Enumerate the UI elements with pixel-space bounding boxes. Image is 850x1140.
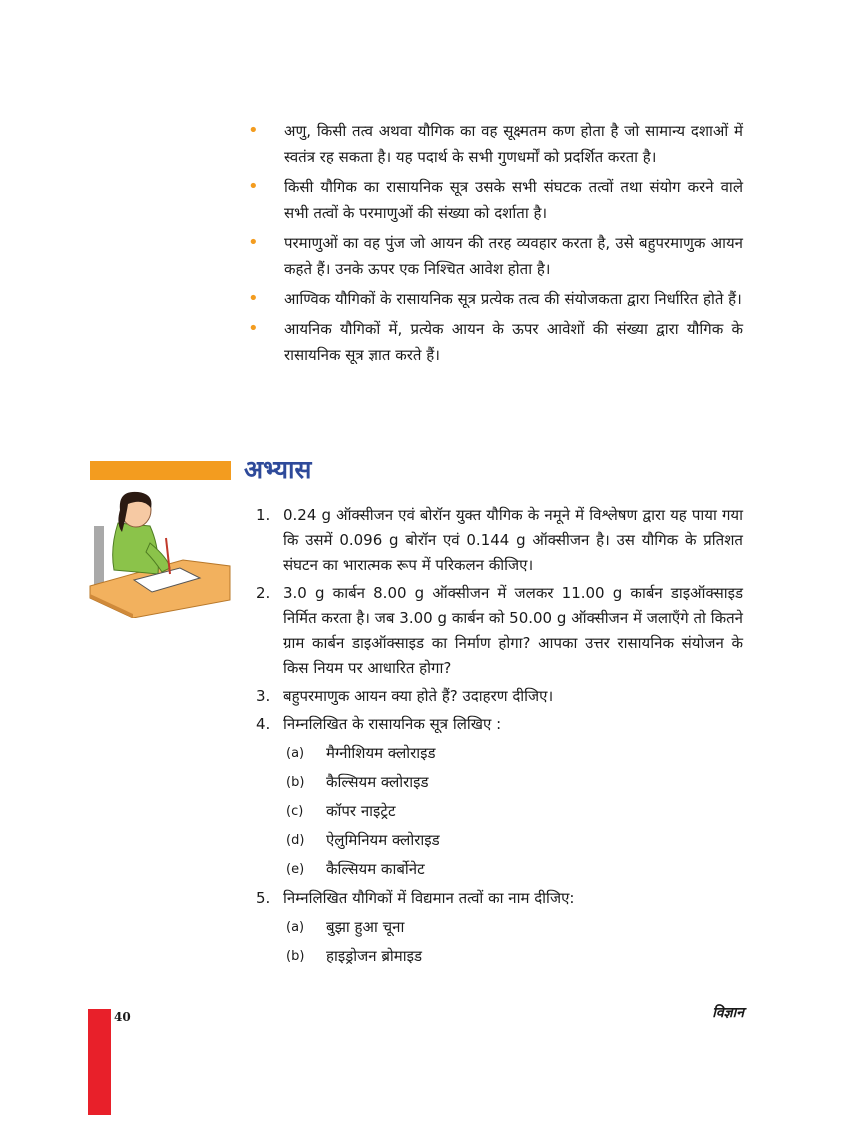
- section-accent-bar: [90, 461, 231, 480]
- summary-item: [248, 316, 743, 368]
- chair-back: [94, 526, 104, 588]
- option-label: (b): [286, 775, 305, 790]
- book-title: विज्ञान: [712, 1005, 744, 1021]
- option-label: (c): [286, 804, 304, 819]
- question-number: 5.: [256, 889, 271, 907]
- option-item: [256, 944, 743, 969]
- bullet-dot-icon: •: [248, 232, 259, 253]
- bullet-dot-icon: •: [248, 120, 259, 141]
- option-text: बुझा हुआ चूना: [326, 918, 405, 936]
- question-text: 3.0 g कार्बन 8.00 g ऑक्सीजन में जलकर 11.00 g कार्बन डाइऑक्साइड निर्मित करता है। जब 3.00 g कार्बन को 50.00 g ऑक्सीजन में जलाएँगे तो कितने ग्राम कार्बन डाइऑक्साइड का निर्माण होगा? आपका उत्तर रासायनिक संयोजन के किस नियम पर आधारित होगा?: [283, 584, 743, 677]
- option-text: ऐलुमिनियम क्लोराइड: [326, 831, 440, 849]
- summary-list: [248, 118, 743, 372]
- option-label: (b): [286, 949, 305, 964]
- question-text: निम्नलिखित यौगिकों में विद्यमान तत्वों का नाम दीजिए:: [283, 889, 575, 907]
- summary-text: आयनिक यौगिकों में, प्रत्येक आयन के ऊपर आवेशों की संख्या द्वारा यौगिक के रासायनिक सूत्र ज्ञात करते हैं।: [284, 320, 743, 364]
- bullet-dot-icon: •: [248, 318, 259, 339]
- option-label: (d): [286, 833, 305, 848]
- question-number: 3.: [256, 687, 271, 705]
- page-number: 40: [114, 1010, 131, 1024]
- question-number: 2.: [256, 584, 271, 602]
- question: [256, 684, 743, 709]
- option-text: कॉपर नाइट्रेट: [326, 802, 396, 820]
- summary-text: आण्विक यौगिकों के रासायनिक सूत्र प्रत्येक तत्व की संयोजकता द्वारा निर्धारित होते हैं।: [284, 290, 742, 308]
- section-heading: अभ्यास: [244, 455, 312, 484]
- summary-text: अणु, किसी तत्व अथवा यौगिक का वह सूक्ष्मतम कण होता है जो सामान्य दशाओं में स्वतंत्र रह सकता है। यह पदार्थ के सभी गुणधर्मों को प्रदर्शित करता है।: [284, 122, 743, 166]
- option-text: हाइड्रोजन ब्रोमाइड: [326, 947, 423, 965]
- option-item: [256, 770, 743, 795]
- summary-item: [248, 174, 743, 226]
- summary-item: [248, 118, 743, 170]
- summary-item: [248, 230, 743, 282]
- question: [256, 581, 743, 681]
- summary-item: [248, 286, 743, 312]
- question-text: निम्नलिखित के रासायनिक सूत्र लिखिए :: [283, 715, 502, 733]
- summary-text: किसी यौगिक का रासायनिक सूत्र उसके सभी संघटक तत्वों तथा संयोग करने वाले सभी तत्वों के परमाणुओं की संख्या को दर्शाता है।: [284, 178, 743, 222]
- option-item: [256, 915, 743, 940]
- bullet-dot-icon: •: [248, 288, 259, 309]
- question-text: 0.24 g ऑक्सीजन एवं बोरॉन युक्त यौगिक के नमूने में विश्लेषण द्वारा यह पाया गया कि उसमें 0.096 g बोरॉन एवं 0.144 g ऑक्सीजन है। उस यौगिक के प्रतिशत संघटन का भारात्मक रूप में परिकलन कीजिए।: [283, 506, 743, 574]
- question: [256, 886, 743, 911]
- option-item: [256, 799, 743, 824]
- question: [256, 503, 743, 578]
- student-writing-illustration: [88, 488, 233, 618]
- bullet-dot-icon: •: [248, 176, 259, 197]
- summary-text: परमाणुओं का वह पुंज जो आयन की तरह व्यवहार करता है, उसे बहुपरमाणुक आयन कहते हैं। उनके ऊपर एक निश्चित आवेश होता है।: [284, 234, 743, 278]
- option-text: कैल्सियम क्लोराइड: [326, 773, 429, 791]
- option-item: [256, 857, 743, 882]
- question-text: बहुपरमाणुक आयन क्या होते हैं? उदाहरण दीजिए।: [283, 687, 554, 705]
- option-text: कैल्सियम कार्बोनेट: [326, 860, 425, 878]
- option-item: [256, 741, 743, 766]
- option-item: [256, 828, 743, 853]
- option-label: (a): [286, 920, 305, 935]
- question-number: 4.: [256, 715, 271, 733]
- exercise-list: [256, 503, 743, 973]
- option-label: (e): [286, 862, 305, 877]
- question-number: 1.: [256, 506, 271, 524]
- page-edge-bar: [88, 1009, 111, 1115]
- question: [256, 712, 743, 737]
- option-label: (a): [286, 746, 305, 761]
- option-text: मैग्नीशियम क्लोराइड: [326, 744, 436, 762]
